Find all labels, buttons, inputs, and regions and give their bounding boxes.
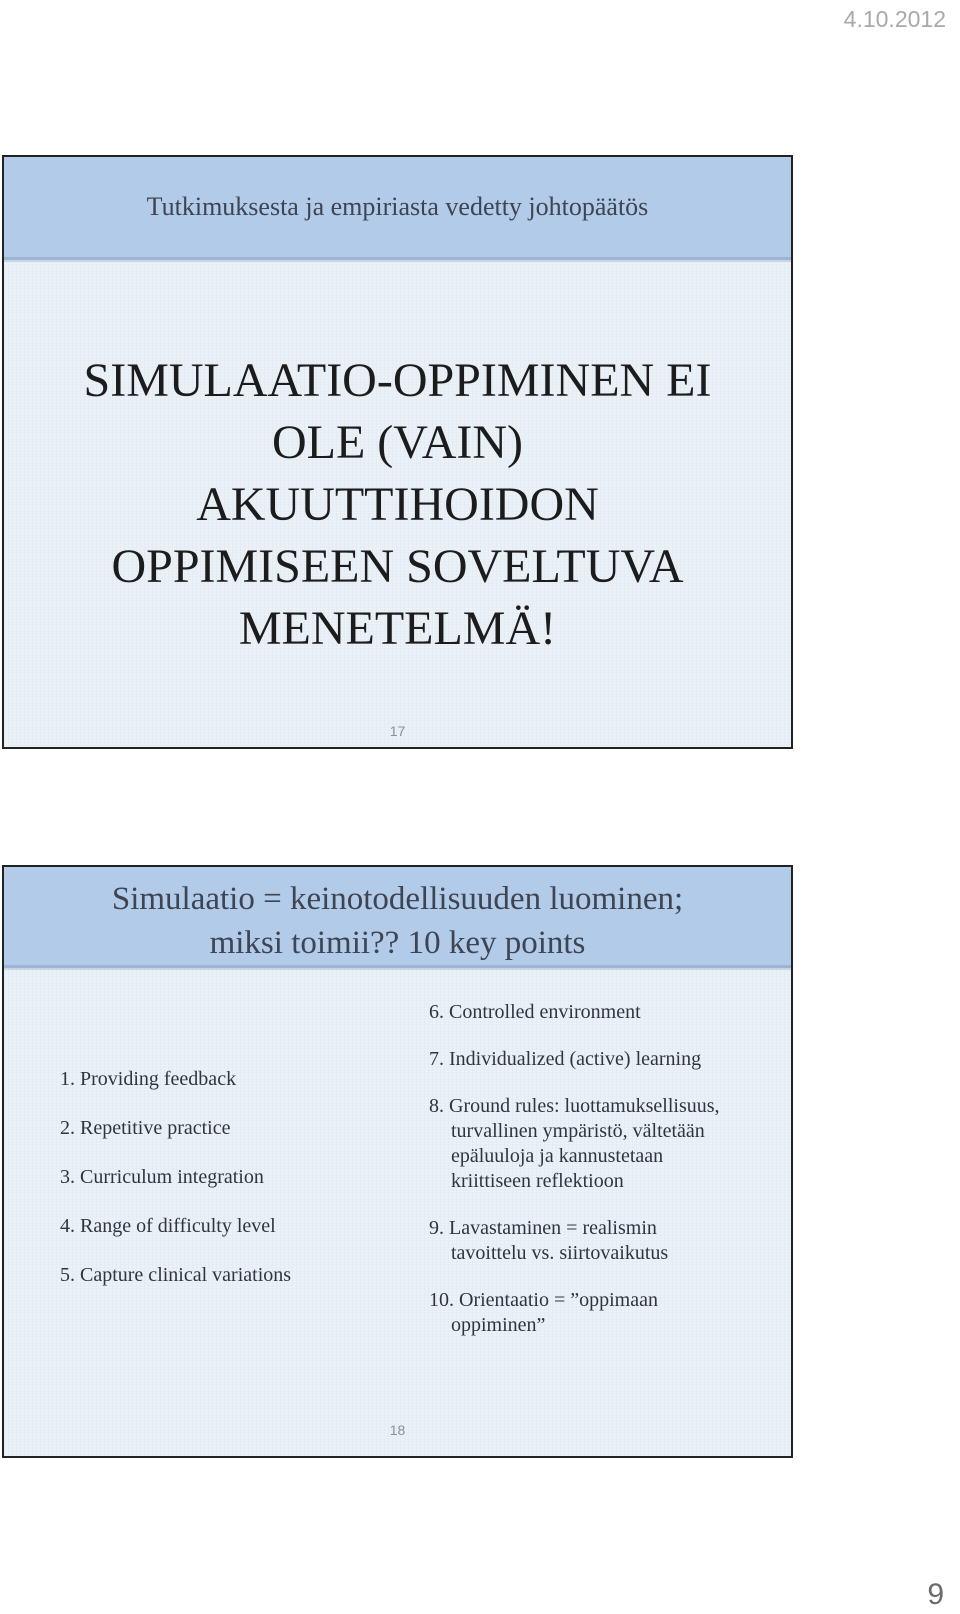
- slide-header: [4, 157, 791, 260]
- slide-number: 18: [389, 1422, 406, 1438]
- slide-title-line: Simulaatio = keinotodellisuuden luominen;: [111, 881, 684, 917]
- list-item: [429, 1047, 720, 1072]
- list-item-continuation: oppiminen”: [451, 1314, 546, 1336]
- headline-line: OLE (VAIN): [271, 416, 524, 469]
- slide-header: [4, 867, 791, 968]
- slide-17: [2, 155, 793, 749]
- slide-title-line: miksi toimii?? 10 key points: [209, 925, 586, 961]
- slide-title: [4, 877, 791, 965]
- list-item-continuation: epäluuloja ja kannustetaan: [451, 1145, 664, 1167]
- list-item-text: 6. Controlled environment: [429, 1001, 641, 1023]
- slide-title: Tutkimuksesta ja empiriasta vedetty johtopäätös: [146, 192, 649, 221]
- list-item-text: 8. Ground rules: luottamuksellisuus,: [429, 1095, 720, 1117]
- list-item-text: 10. Orientaatio = ”oppimaan: [429, 1289, 658, 1311]
- list-item: 4. Range of difficulty level: [60, 1215, 276, 1237]
- list-item: [429, 1094, 720, 1194]
- list-item: 3. Curriculum integration: [60, 1166, 264, 1188]
- list-item: 5. Capture clinical variations: [60, 1264, 292, 1286]
- list-item: [429, 1216, 720, 1266]
- key-points-right-list: [429, 1000, 720, 1360]
- headline-line: OPPIMISEEN SOVELTUVA: [111, 540, 684, 593]
- list-item: 1. Providing feedback: [60, 1068, 237, 1090]
- slide-headline: [24, 350, 771, 660]
- list-item-text: 9. Lavastaminen = realismin: [429, 1217, 657, 1239]
- slide-18: [2, 865, 793, 1458]
- headline-line: AKUUTTIHOIDON: [196, 478, 599, 531]
- headline-line: SIMULAATIO-OPPIMINEN EI: [83, 354, 712, 407]
- list-item-continuation: kriittiseen reflektioon: [451, 1170, 624, 1192]
- list-item: [429, 1288, 720, 1338]
- list-item-continuation: tavoittelu vs. siirtovaikutus: [451, 1242, 669, 1264]
- page-number: 9: [927, 1578, 944, 1611]
- page-date: 4.10.2012: [843, 6, 946, 32]
- list-item-continuation: turvallinen ympäristö, vältetään: [451, 1120, 705, 1142]
- slide-number: 17: [389, 723, 406, 739]
- list-item-text: 7. Individualized (active) learning: [429, 1048, 702, 1070]
- headline-line: MENETELMÄ!: [238, 602, 557, 655]
- key-points-left-list: [60, 1067, 291, 1312]
- list-item: 2. Repetitive practice: [60, 1117, 231, 1139]
- list-item: [429, 1000, 720, 1025]
